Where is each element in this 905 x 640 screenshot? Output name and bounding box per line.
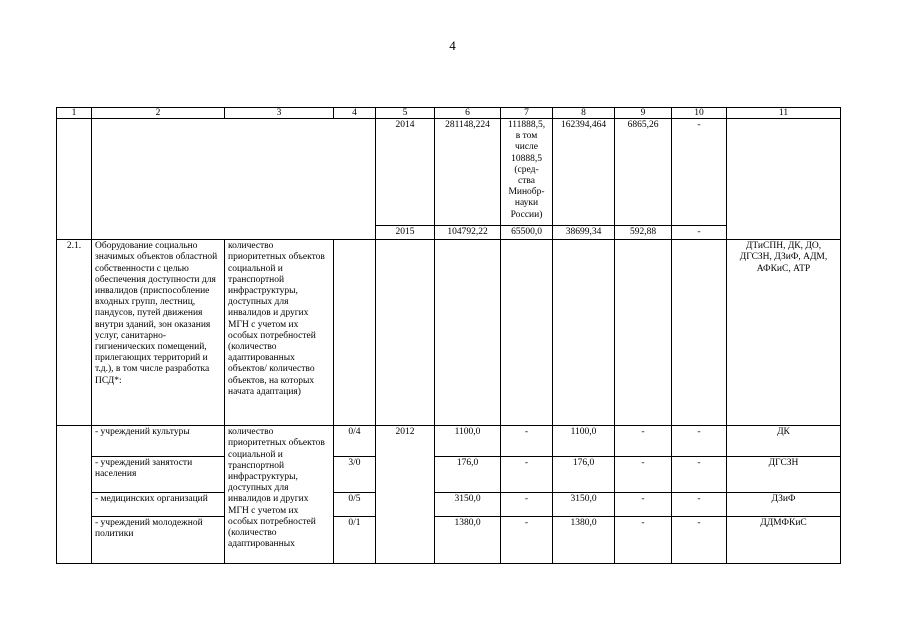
sub-name: - учреждений занятости населения xyxy=(92,457,225,493)
sub-exec: ДК xyxy=(727,426,841,457)
sub-ratio: 0/4 xyxy=(334,426,376,457)
other-cell: - xyxy=(672,119,727,226)
other-cell: - xyxy=(672,226,727,240)
sub-indicator-text: количество приоритетных объектов социальной и транспортной инфраструктуры, доступных для инвалидов и других МГН с учетом их особых потребностей (количество адаптированных xyxy=(228,427,325,550)
sub-regional: 1380,0 xyxy=(553,517,615,564)
col-number: 1 xyxy=(57,108,92,119)
empty-cell xyxy=(334,240,376,426)
col-number: 7 xyxy=(501,108,553,119)
col-number: 4 xyxy=(334,108,376,119)
page-number: 4 xyxy=(449,38,456,53)
col-number: 2 xyxy=(92,108,225,119)
sub-exec: ДГСЗН xyxy=(727,457,841,493)
empty-cell xyxy=(376,240,435,426)
program-table xyxy=(56,107,841,564)
empty-cell xyxy=(57,426,92,564)
year-cell: 2015 xyxy=(376,226,435,240)
sub-local: - xyxy=(615,457,672,493)
empty-cell xyxy=(435,240,501,426)
sub-total: 3150,0 xyxy=(435,493,501,517)
local-cell: 592,88 xyxy=(615,226,672,240)
sub-federal: - xyxy=(501,493,553,517)
local-cell: 6865,26 xyxy=(615,119,672,226)
col-number: 10 xyxy=(672,108,727,119)
sub-row-medical xyxy=(57,493,841,517)
sub-name: - учреждений культуры xyxy=(92,426,225,457)
sub-total: 1380,0 xyxy=(435,517,501,564)
federal-cell: 111888,5, в том числе 10888,5 (сред- ства Минобр- науки России) xyxy=(501,119,553,226)
sub-other: - xyxy=(672,426,727,457)
col-number: 6 xyxy=(435,108,501,119)
sub-exec: ДДМФКиС xyxy=(727,517,841,564)
col-number: 5 xyxy=(376,108,435,119)
sub-local: - xyxy=(615,493,672,517)
total-cell: 281148,224 xyxy=(435,119,501,226)
sub-regional: 3150,0 xyxy=(553,493,615,517)
item-number: 2.1. xyxy=(57,240,92,426)
item-row-2-1 xyxy=(57,240,841,426)
sub-total: 1100,0 xyxy=(435,426,501,457)
sub-federal: - xyxy=(501,457,553,493)
sub-ratio: 0/1 xyxy=(334,517,376,564)
sub-regional: 176,0 xyxy=(553,457,615,493)
empty-cell xyxy=(727,119,841,240)
item-name: Оборудование социально значимых объектов областной собственности с целью обеспечения доступности для инвалидов (приспособление входных групп, лестниц, пандусов, путей движения внутри зданий, зон оказания услуг, санитарно-гигиенических помещений, прилегающих территорий и т.д.), в том числе разработка ПСД*: xyxy=(92,240,225,426)
item-indicator: количество приоритетных объектов социальной и транспортной инфраструктуры, доступных для инвалидов и других МГН с учетом их особых потребностей (количество адаптированных объектов/ количество объектов, на которых начата адаптация) xyxy=(225,240,334,426)
sub-other: - xyxy=(672,517,727,564)
federal-cell: 65500,0 xyxy=(501,226,553,240)
empty-cell xyxy=(57,119,92,240)
sub-name: - учреждений молодежной политики xyxy=(92,517,225,564)
col-number: 3 xyxy=(225,108,334,119)
empty-cell xyxy=(553,240,615,426)
total-cell: 104792,22 xyxy=(435,226,501,240)
empty-cell xyxy=(92,119,376,240)
sub-total: 176,0 xyxy=(435,457,501,493)
sub-row-employment xyxy=(57,457,841,493)
regional-cell: 162394,464 xyxy=(553,119,615,226)
sub-ratio: 3/0 xyxy=(334,457,376,493)
col-number: 8 xyxy=(553,108,615,119)
sub-row-youth xyxy=(57,517,841,564)
sub-other: - xyxy=(672,493,727,517)
sub-federal: - xyxy=(501,517,553,564)
sub-name: - медицинских организаций xyxy=(92,493,225,517)
sub-other: - xyxy=(672,457,727,493)
sub-federal: - xyxy=(501,426,553,457)
item-executors: ДТиСПН, ДК, ДО, ДГСЗН, ДЗиФ, АДМ, АФКиС, АТР xyxy=(727,240,841,426)
regional-cell: 38699,34 xyxy=(553,226,615,240)
sub-local: - xyxy=(615,517,672,564)
col-number: 9 xyxy=(615,108,672,119)
sub-ratio: 0/5 xyxy=(334,493,376,517)
column-number-row xyxy=(57,108,841,119)
year-row-2014 xyxy=(57,119,841,226)
sub-year: 2012 xyxy=(376,426,435,564)
sub-exec: ДЗиФ xyxy=(727,493,841,517)
empty-cell xyxy=(501,240,553,426)
empty-cell xyxy=(615,240,672,426)
sub-indicator xyxy=(225,426,334,564)
sub-local: - xyxy=(615,426,672,457)
sub-row-culture xyxy=(57,426,841,457)
col-number: 11 xyxy=(727,108,841,119)
year-cell: 2014 xyxy=(376,119,435,226)
sub-regional: 1100,0 xyxy=(553,426,615,457)
empty-cell xyxy=(672,240,727,426)
